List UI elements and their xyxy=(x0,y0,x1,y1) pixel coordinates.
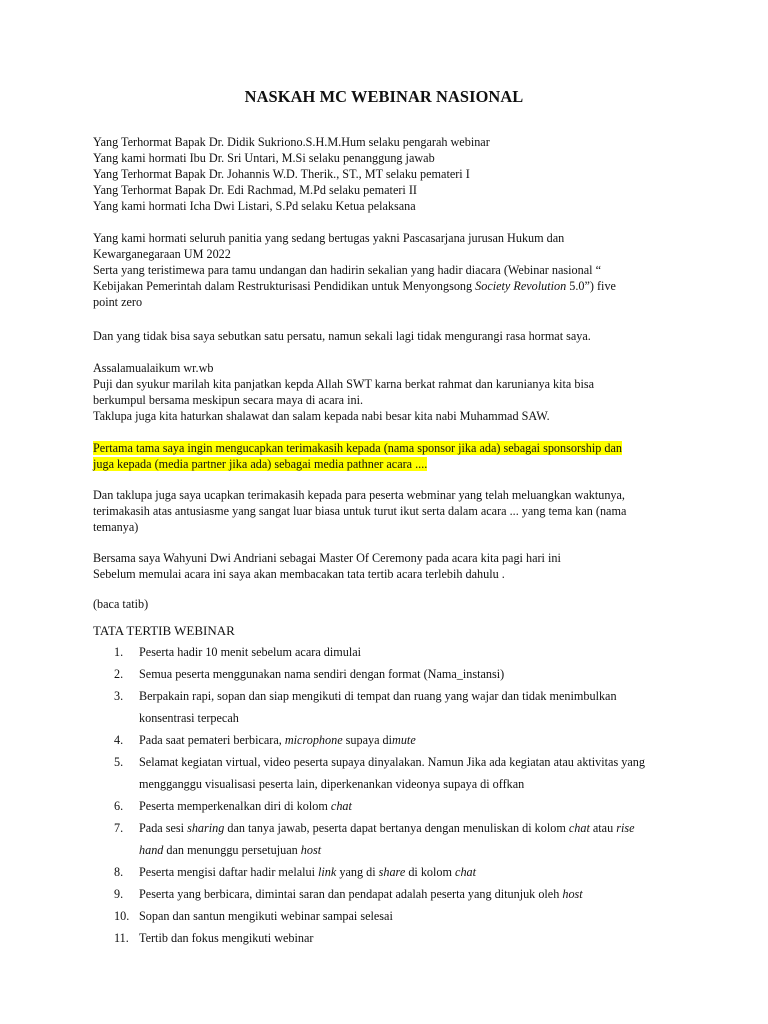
panitia-line xyxy=(93,278,663,294)
rule-text: di kolom xyxy=(405,865,456,879)
italic-term: chat xyxy=(330,799,352,813)
italic-term: sharing xyxy=(187,821,225,835)
italic-term: mute xyxy=(392,733,416,747)
highlighted-text: Pertama tama saya ingin mengucapkan terimakasih kepada (nama sponsor jika ada) sebagai sponsorship dan xyxy=(93,441,622,455)
respect-block xyxy=(93,328,663,344)
italic-term: host xyxy=(300,843,322,857)
rule-number: 10. xyxy=(114,909,130,923)
rule-item xyxy=(93,685,668,729)
rule-continuation: konsentrasi terpecah xyxy=(139,711,239,725)
panitia-line: Kewarganegaraan UM 2022 xyxy=(93,247,231,261)
opening-line: Assalamualaikum wr.wb xyxy=(93,361,214,375)
rule-item xyxy=(93,795,668,817)
italic-term: chat xyxy=(455,865,477,879)
italic-term: microphone xyxy=(284,733,343,747)
rule-text: dan menunggu persetujuan xyxy=(163,843,301,857)
event-title-italic: Society Revolution xyxy=(475,279,567,293)
greeting-line: Yang kami hormati Ibu Dr. Sri Untari, M.Si selaku penanggung jawab xyxy=(93,151,435,165)
rule-text: Semua peserta menggunakan nama sendiri dengan format (Nama_instansi) xyxy=(139,667,505,681)
event-title-suffix: 5.0”) five xyxy=(566,279,616,293)
greeting-line: Yang Terhormat Bapak Dr. Didik Sukriono.S.H.M.Hum selaku pengarah webinar xyxy=(93,135,490,149)
sponsor-block xyxy=(93,440,663,472)
rule-text: Pada saat pemateri berbicara, xyxy=(139,733,285,747)
opening-line: Puji dan syukur marilah kita panjatkan kepda Allah SWT karna berkat rahmat dan karunianya kita bisa xyxy=(93,377,595,391)
greeting-line: Yang Terhormat Bapak Dr. Johannis W.D. Therik., ST., MT selaku pemateri I xyxy=(93,167,470,181)
rule-text: atau xyxy=(589,821,617,835)
italic-term: hand xyxy=(139,843,164,857)
thanks-line: terimakasih atas antusiasme yang sangat luar biasa untuk turut ikut serta dalam acara ... yang tema kan (nama xyxy=(93,504,627,518)
rule-text: Selamat kegiatan virtual, video peserta supaya dinyalakan. Namun Jika ada kegiatan atau aktivitas yang xyxy=(139,755,645,769)
event-title-text: Kebijakan Pemerintah dalam Restrukturisasi Pendidikan untuk Menyongsong xyxy=(93,279,476,293)
rule-text: Peserta memperkenalkan diri di kolom xyxy=(139,799,331,813)
thanks-line: temanya) xyxy=(93,520,139,534)
opening-line: berkumpul bersama meskipun secara maya di acara ini. xyxy=(93,393,364,407)
mc-line: Bersama saya Wahyuni Dwi Andriani sebagai Master Of Ceremony pada acara kita pagi hari ini xyxy=(93,551,561,565)
italic-term: host xyxy=(562,887,583,901)
panitia-block xyxy=(93,230,663,310)
rule-number: 1. xyxy=(114,645,124,659)
rule-text: Berpakain rapi, sopan dan siap mengikuti di tempat dan ruang yang wajar dan tidak menimbulkan xyxy=(139,689,617,703)
rule-item xyxy=(93,927,668,949)
rule-text: Peserta yang berbicara, dimintai saran dan pendapat adalah peserta yang ditunjuk oleh xyxy=(139,887,563,901)
greetings-block xyxy=(93,134,663,214)
thanks-block xyxy=(93,487,663,535)
rule-item xyxy=(93,751,668,795)
highlighted-text: juga kepada (media partner jika ada) sebagai media pathner acara .... xyxy=(93,457,428,471)
opening-line: Taklupa juga kita haturkan shalawat dan salam kepada nabi besar kita nabi Muhammad SAW. xyxy=(93,409,550,423)
rule-item xyxy=(93,817,668,861)
panitia-line: point zero xyxy=(93,295,143,309)
italic-term: rise xyxy=(616,821,635,835)
rule-number: 4. xyxy=(114,733,124,747)
opening-block xyxy=(93,360,663,424)
rule-text: Pada sesi xyxy=(139,821,188,835)
greeting-line: Yang Terhormat Bapak Dr. Edi Rachmad, M.Pd selaku pemateri II xyxy=(93,183,417,197)
greeting-line: Yang kami hormati Icha Dwi Listari, S.Pd selaku Ketua pelaksana xyxy=(93,199,416,213)
rule-item xyxy=(93,861,668,883)
rule-continuation: mengganggu visualisasi peserta lain, diperkenankan videonya supaya di offkan xyxy=(139,777,525,791)
mc-block xyxy=(93,550,663,582)
italic-term: share xyxy=(378,865,406,879)
rule-item xyxy=(93,641,668,663)
rule-text: Peserta hadir 10 menit sebelum acara dimulai xyxy=(139,645,362,659)
rule-continuation xyxy=(139,839,668,861)
rule-text: yang di xyxy=(336,865,379,879)
rules-list xyxy=(93,641,668,949)
baca-tatib-block xyxy=(93,596,663,612)
rule-number: 3. xyxy=(114,689,124,703)
rule-text: dan tanya jawab, peserta dapat bertanya dengan menuliskan di kolom xyxy=(224,821,569,835)
rule-number: 6. xyxy=(114,799,124,813)
rules-heading: TATA TERTIB WEBINAR xyxy=(93,623,235,638)
rule-number: 2. xyxy=(114,667,124,681)
rule-number: 8. xyxy=(114,865,124,879)
panitia-line: Serta yang teristimewa para tamu undangan dan hadirin sekalian yang hadir diacara (Webinar nasional “ xyxy=(93,263,601,277)
mc-line: Sebelum memulai acara ini saya akan membacakan tata tertib acara terlebih dahulu . xyxy=(93,567,505,581)
respect-line: Dan yang tidak bisa saya sebutkan satu persatu, namun sekali lagi tidak mengurangi rasa hormat saya. xyxy=(93,329,591,343)
italic-term: chat xyxy=(568,821,590,835)
rule-text: Tertib dan fokus mengikuti webinar xyxy=(139,931,314,945)
baca-tatib-line: (baca tatib) xyxy=(93,597,149,611)
rule-item xyxy=(93,883,668,905)
rule-text: supaya di xyxy=(342,733,393,747)
rule-item xyxy=(93,905,668,927)
thanks-line: Dan taklupa juga saya ucapkan terimakasih kepada para peserta webminar yang telah meluangkan waktunya, xyxy=(93,488,625,502)
rule-item xyxy=(93,729,668,751)
sponsor-line xyxy=(93,456,663,472)
rule-item xyxy=(93,663,668,685)
document-title: NASKAH MC WEBINAR NASIONAL xyxy=(244,87,524,106)
panitia-line: Yang kami hormati seluruh panitia yang sedang bertugas yakni Pascasarjana jurusan Hukum dan xyxy=(93,231,565,245)
sponsor-line xyxy=(93,440,663,456)
rule-number: 5. xyxy=(114,755,124,769)
rule-number: 7. xyxy=(114,821,124,835)
rule-text: Sopan dan santun mengikuti webinar sampai selesai xyxy=(139,909,393,923)
rule-number: 9. xyxy=(114,887,124,901)
rule-text: Peserta mengisi daftar hadir melalui xyxy=(139,865,319,879)
rule-number: 11. xyxy=(114,931,129,945)
italic-term: link xyxy=(318,865,337,879)
